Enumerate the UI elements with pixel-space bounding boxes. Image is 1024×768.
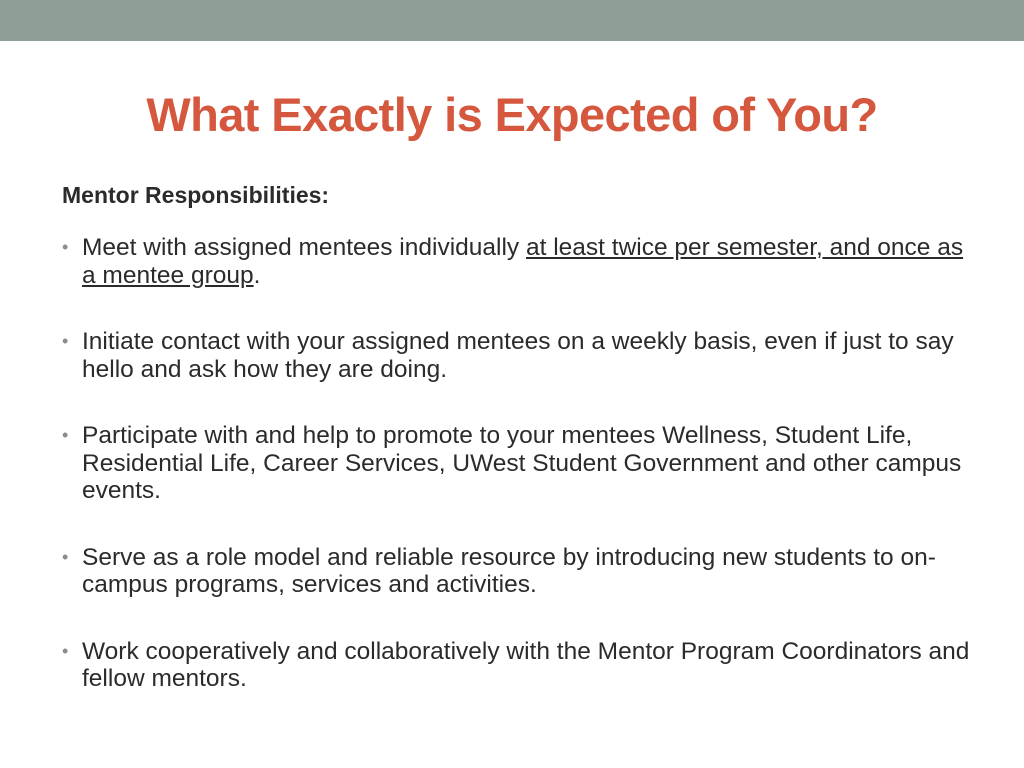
bullet-dot-icon: • [62,425,69,445]
list-item [62,544,982,599]
bullet-text: Work cooperatively and collaboratively with the Mentor Program Coordinators and fellow mentors. [82,637,970,692]
list-item [62,234,982,289]
list-item [62,422,982,505]
subheading: Mentor Responsibilities: [62,182,330,208]
list-item [62,328,982,383]
bullet-text: Participate with and help to promote to your mentees Wellness, Student Life, Residential Life, Career Services, UWest Student Government and other campus events. [82,422,962,504]
bullet-dot-icon: • [62,331,69,351]
bullet-dot-icon: • [62,640,69,661]
top-accent-bar [0,0,1024,41]
bullet-dot-icon: • [62,237,69,257]
slide-body [62,178,982,732]
slide-title: What Exactly is Expected of You? [146,88,878,141]
bullet-text-pre: Meet with assigned mentees individually [82,234,526,261]
bullet-text: Serve as a role model and reliable resource by introducing new students to on-campus programs, services and activities. [82,543,936,598]
bullet-text-post: . [253,261,261,289]
responsibilities-list [62,234,982,693]
bullet-text: Initiate contact with your assigned mentees on a weekly basis, even if just to say hello and ask how they are doing. [82,328,954,383]
bullet-dot-icon: • [62,546,69,567]
list-item [62,638,982,693]
bullet-text-underlined: at least twice per semester, and once as a mentee group [82,234,964,289]
